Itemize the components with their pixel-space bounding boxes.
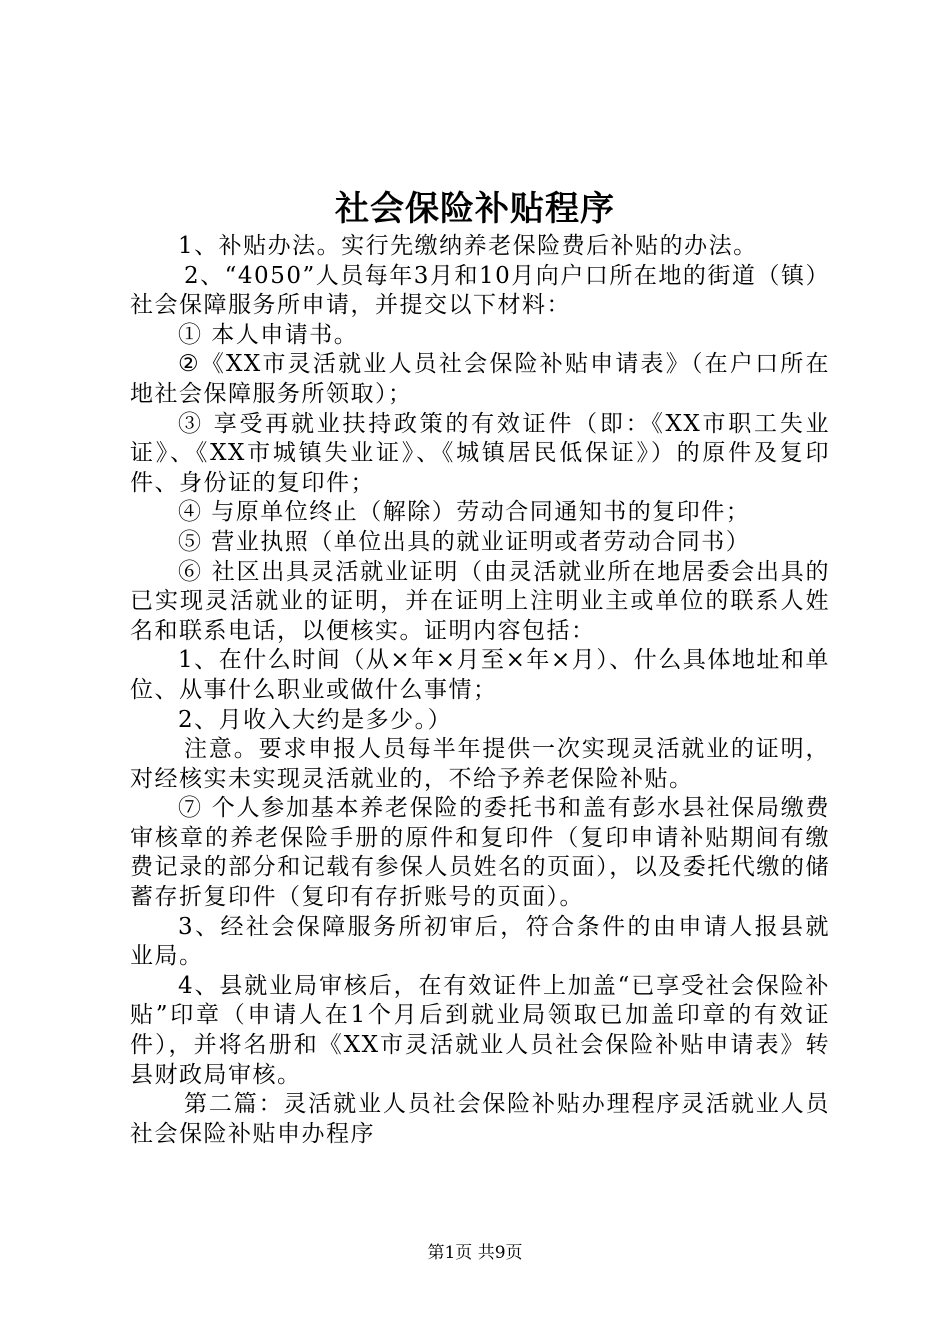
paragraph-notice: 注意。要求申报人员每半年提供一次实现灵活就业的证明，对经核实未实现灵活就业的，不给予养老保险补贴。	[130, 736, 830, 792]
list-item-material-6: ⑥ 社区出具灵活就业证明（由灵活就业所在地居委会出具的已实现灵活就业的证明，并在证明上注明业主或单位的联系人姓名和联系电话，以便核实。证明内容包括：	[130, 558, 830, 644]
list-item-material-4: ④ 与原单位终止（解除）劳动合同通知书的复印件；	[178, 499, 751, 526]
list-item-material-2: ②《XX市灵活就业人员社会保险补贴申请表》（在户口所在地社会保障服务所领取）；	[130, 351, 830, 407]
document-body	[130, 232, 830, 1149]
paragraph-proof-time: 1、在什么时间（从×年×月至×年×月）、什么具体地址和单位、从事什么职业或做什么事情；	[130, 647, 830, 703]
paragraph-initial-review: 3、经社会保障服务所初审后，符合条件的由申请人报县就业局。	[130, 913, 830, 970]
paragraph-county-review: 4、县就业局审核后，在有效证件上加盖“已享受社会保险补贴”印章（申请人在1个月后到就业局领取已加盖印章的有效证件），并将名册和《XX市灵活就业人员社会保险补贴申请表》转县财政局审核。	[130, 972, 830, 1088]
paragraph-application: 2、“4050”人员每年3月和10月向户口所在地的街道（镇）社会保障服务所申请，并提交以下材料：	[130, 262, 830, 319]
paragraph-subsidy-method: 1、补贴办法。实行先缴纳养老保险费后补贴的办法。	[178, 233, 758, 259]
list-item-material-5: ⑤ 营业执照（单位出具的就业证明或者劳动合同书）	[178, 528, 751, 555]
paragraph-second-chapter: 第二篇：灵活就业人员社会保险补贴办理程序灵活就业人员社会保险补贴申办程序	[130, 1091, 830, 1147]
list-item-material-3: ③ 享受再就业扶持政策的有效证件（即：《XX市职工失业证》、《XX市城镇失业证》、《城镇居民低保证》）的原件及复印件、身份证的复印件；	[130, 410, 830, 496]
page-footer: 第1页 共9页	[427, 1243, 523, 1263]
page-title: 社会保险补贴程序	[335, 189, 615, 229]
list-item-material-7: ⑦ 个人参加基本养老保险的委托书和盖有彭水县社保局缴费审核章的养老保险手册的原件和复印件（复印申请补贴期间有缴费记录的部分和记载有参保人员姓名的页面），以及委托代缴的储蓄存折复印件（复印有存折账号的页面）。	[130, 795, 830, 911]
paragraph-proof-income: 2、月收入大约是多少。）	[178, 706, 453, 733]
list-item-material-1: ① 本人申请书。	[178, 321, 359, 348]
